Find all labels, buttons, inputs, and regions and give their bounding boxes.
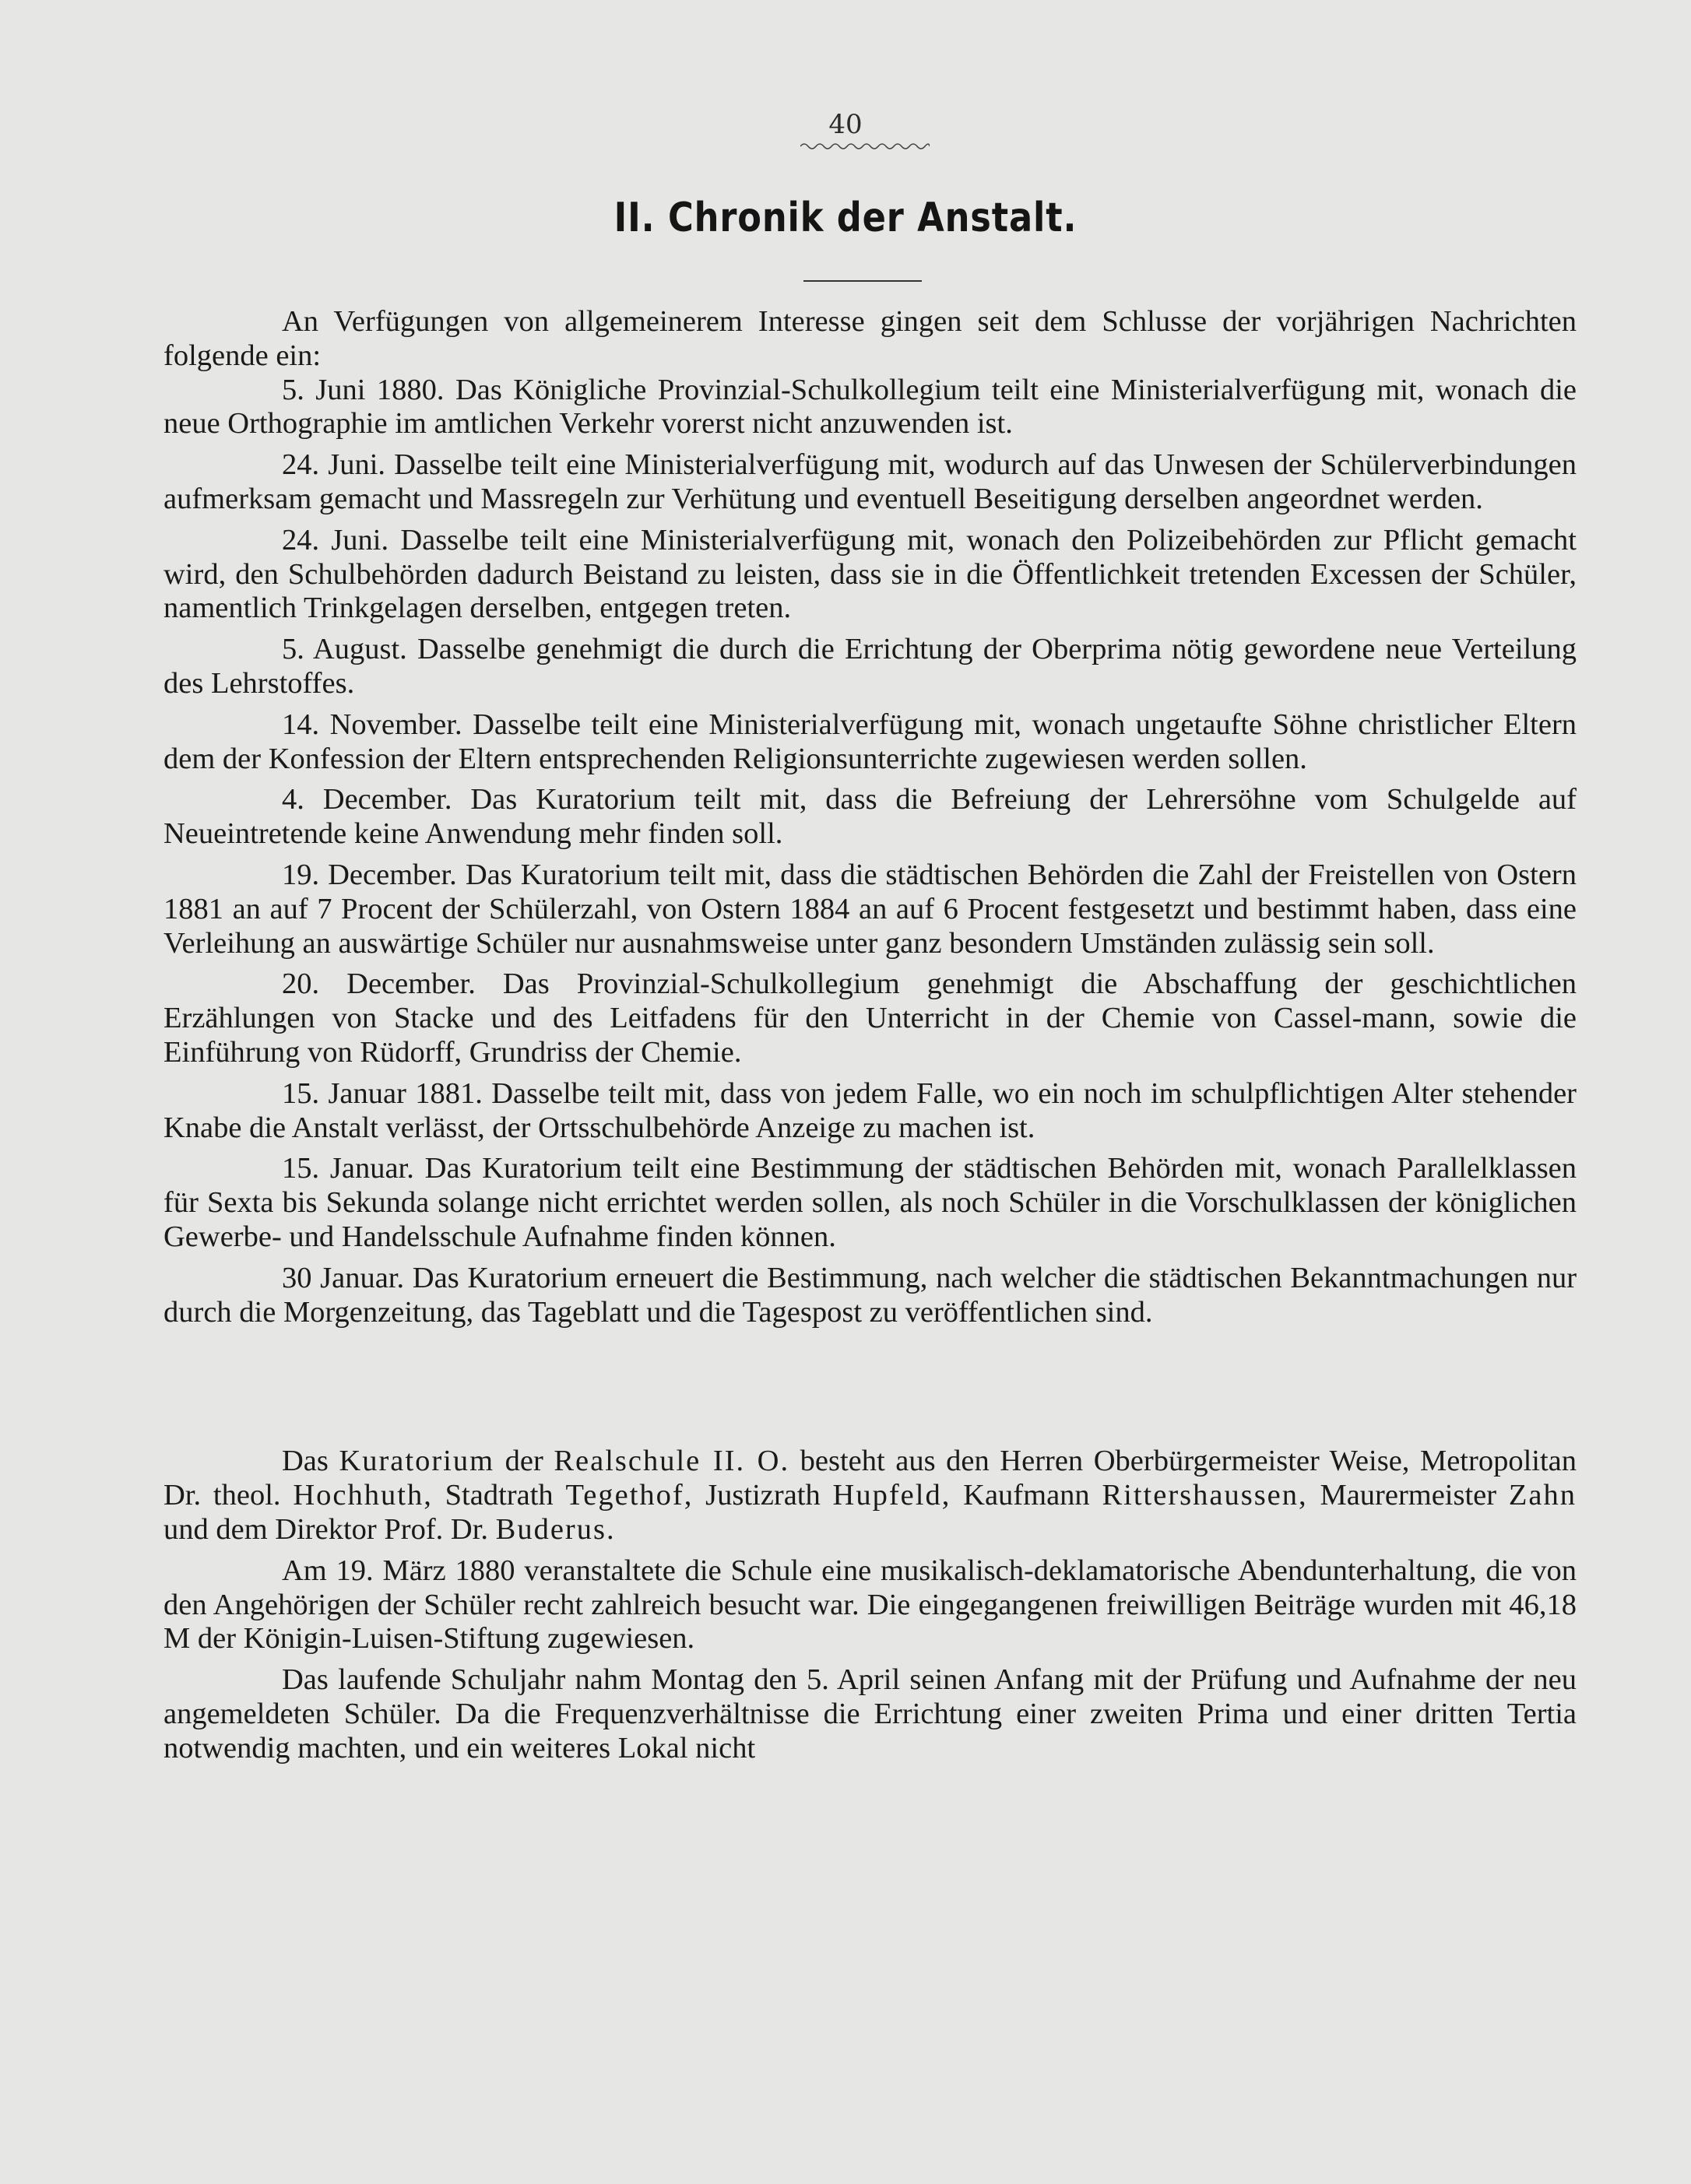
text-run: Maurermeister <box>1320 1479 1497 1512</box>
schoolyear-paragraph: Das laufende Schuljahr nahm Montag den 5. April seinen Anfang mit der Prüfung und Aufnahme der neu angemeldeten Schüler. Da die Frequenzverhältnisse die Errichtung einer zweiten Prima und einer dritten Tertia notwendig machten, und ein weiteres Lokal nicht <box>163 1663 1577 1764</box>
decree-text: Das Kuratorium teilt mit, dass die städtischen Behörden die Zahl der Freistellen von Ostern 1881 an auf 7 Procent der Schülerzahl, von Ostern 1884 an auf 6 Procent festgesetzt und bestimmt haben, dass eine Verleihung an auswärtige Schüler nur ausnahmsweise unter ganz besondern Umständen zulässig sein soll. <box>163 858 1577 960</box>
event-paragraph: Am 19. März 1880 veranstaltete die Schule eine musikalisch-deklamatorische Abendunterhaltung, die von den Angehörigen der Schüler recht zahlreich besucht war. Die eingegangenen freiwilligen Beiträge wurden mit 46,18 M der Königin-Luisen-Stiftung zugewiesen. <box>163 1554 1577 1656</box>
page-number: 40 <box>828 109 863 140</box>
chapter-heading: II. Chronik der Anstalt. <box>613 195 1078 241</box>
member-name: Hupfeld, <box>832 1479 951 1512</box>
decree-text: Dasselbe teilt eine Ministerialverfügung mit, wonach den Polizeibehörden zur Pflicht gemacht wird, den Schulbehörden dadurch Beistand zu leisten, dass sie in die Öffentlichkeit tretenden Excessen der Schüler, namentlich Trinkgelagen derselben, entgegen treten. <box>163 523 1577 625</box>
heading-rule <box>803 280 922 282</box>
decree-entry <box>163 967 1577 1069</box>
decree-entry <box>163 708 1577 777</box>
decree-date: 14. November. <box>282 708 462 741</box>
body-text <box>163 305 1577 1765</box>
decree-date: 19. December. <box>282 858 457 891</box>
decree-entry <box>163 524 1577 626</box>
member-name: Tegethof, <box>565 1479 694 1512</box>
member-name: Hochhuth, <box>293 1479 433 1512</box>
decree-date: 4. December. <box>282 783 452 816</box>
text-run: Metropolitan Dr. theol. <box>163 1445 1577 1512</box>
decree-date: 20. December. <box>282 967 476 1001</box>
member-name: Rittershaussen, <box>1102 1479 1308 1512</box>
decree-text: Dasselbe genehmigt die durch die Errichtung der Oberprima nötig gewordene neue Verteilung des Lehrstoffes. <box>163 633 1577 700</box>
decree-text: Dasselbe teilt mit, dass von jedem Falle, wo ein noch im schulpflichtigen Alter stehender Knabe die Anstalt verlässt, der Ortsschulbehörde Anzeige zu machen ist. <box>163 1076 1577 1144</box>
section-gap <box>163 1329 1577 1445</box>
decree-entry <box>163 859 1577 960</box>
text-run: und dem Direktor Prof. Dr. <box>163 1512 489 1546</box>
decree-entry <box>163 783 1577 851</box>
decree-date: 30 Januar. <box>282 1261 405 1294</box>
decree-date: 5. August. <box>282 633 407 666</box>
text-run: Kuratorium <box>339 1445 495 1478</box>
decree-entry <box>163 1077 1577 1146</box>
decree-date: 24. Juni. <box>282 448 386 482</box>
member-name: Buderus. <box>495 1512 616 1546</box>
decree-entry <box>163 1262 1577 1330</box>
decree-text: Das Kuratorium teilt eine Bestimmung der städtischen Behörden mit, wonach Parallelklassen für Sexta bis Sekunda solange nicht errichtet werden sollen, als noch Schüler in die Vorschulklassen der königlichen Gewerbe- und Handelsschule Aufnahme finden können. <box>163 1152 1577 1253</box>
kuratorium-paragraph <box>163 1445 1577 1547</box>
decree-text: Dasselbe teilt eine Ministerialverfügung mit, wonach ungetaufte Söhne christlicher Eltern dem der Konfession der Eltern entsprechenden Religionsunterrichte zugewiesen werden sollen. <box>163 708 1577 775</box>
decree-text: Das Kuratorium erneuert die Bestimmung, nach welcher die städtischen Bekanntmachungen nur durch die Morgenzeitung, das Tageblatt und die Tagespost zu veröffentlichen sind. <box>163 1261 1577 1329</box>
folio-ornament <box>800 142 930 151</box>
text-run: der <box>504 1445 543 1478</box>
text-run: Justizrath <box>705 1479 821 1512</box>
text-run: besteht aus den Herren <box>800 1445 1084 1478</box>
decree-text: Das Provinzial-Schulkollegium genehmigt die Abschaffung der geschichtlichen Erzählungen von Stacke und des Leitfadens für den Unterricht in der Chemie von Cassel-mann, sowie die Einführung von Rüdorff, Grundriss der Chemie. <box>163 967 1577 1069</box>
text-run: Stadtrath <box>445 1479 554 1512</box>
decree-text: Das Königliche Provinzial-Schulkollegium teilt eine Ministerialverfügung mit, wonach die neue Orthographie im amtlichen Verkehr vorerst nicht anzuwenden ist. <box>163 373 1577 441</box>
decree-text: Das Kuratorium teilt mit, dass die Befreiung der Lehrersöhne vom Schulgelde auf Neueintretende keine Anwendung mehr finden soll. <box>163 783 1577 851</box>
text-run: Kaufmann <box>963 1479 1090 1512</box>
decree-date: 15. Januar. <box>282 1152 414 1185</box>
decree-date: 24. Juni. <box>282 523 389 557</box>
decree-entry <box>163 633 1577 701</box>
decree-date: 15. Januar 1881. <box>282 1076 483 1110</box>
school-name: Realschule II. O. <box>554 1445 790 1478</box>
member-name: Zahn <box>1508 1479 1577 1512</box>
intro-paragraph: An Verfügungen von allgemeinerem Interesse gingen seit dem Schlusse der vorjährigen Nachrichten folgende ein: <box>163 305 1577 372</box>
text-run: Das <box>282 1445 329 1478</box>
decree-date: 5. Juni 1880. <box>282 373 445 406</box>
decree-entry <box>163 374 1577 442</box>
member-name: Oberbürgermeister Weise, <box>1093 1445 1410 1478</box>
decree-text: Dasselbe teilt eine Ministerialverfügung mit, wodurch auf das Unwesen der Schülerverbindungen aufmerksam gemacht und Massregeln zur Verhütung und eventuell Beseitigung derselben angeordnet werden. <box>163 448 1577 515</box>
decree-entry <box>163 448 1577 517</box>
decree-entry <box>163 1152 1577 1254</box>
